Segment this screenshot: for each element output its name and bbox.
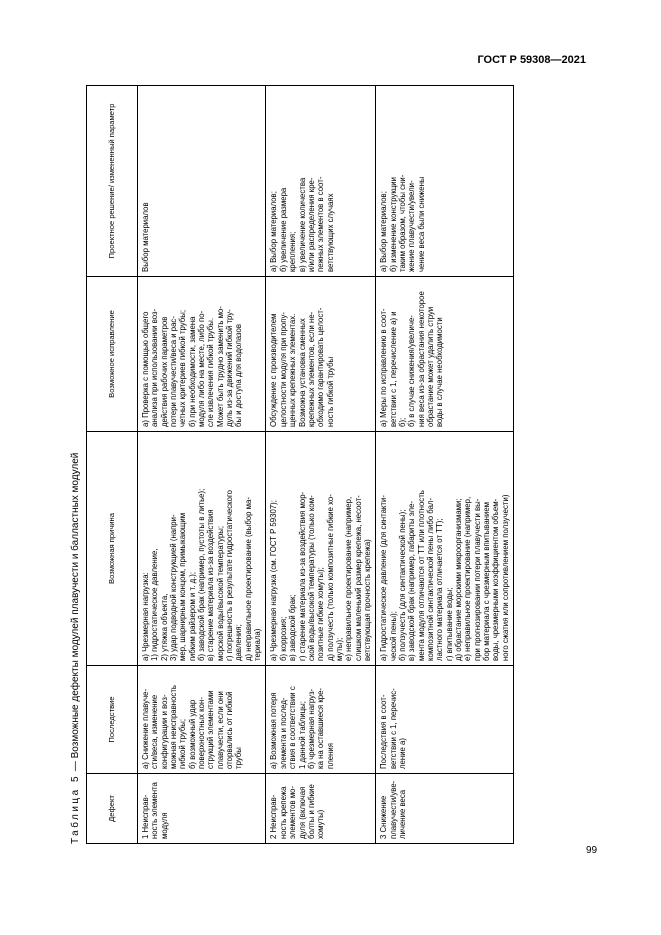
cell-fix: [376, 277, 514, 432]
document-header: ГОСТ Р 59308—2021: [477, 54, 586, 66]
cell-line: в) старение материала из-за воздействия: [206, 509, 216, 661]
cell-line: б) в случае снижения/увеличе-: [407, 315, 417, 427]
cell-line: композитной синтактической пены либо бал-: [425, 497, 435, 661]
cell-line: при прогнозировании потери плавучести вы-: [472, 498, 482, 661]
cell-line: Может быть трудно заменить мо-: [215, 306, 225, 427]
caption-text: — Возможные дефекты модулей плавучести и балластных модулей: [70, 452, 81, 774]
table-row: [138, 86, 266, 844]
cell-design: [266, 86, 376, 277]
cell-line: а) Меры по исправлению в соот-: [379, 308, 389, 427]
cell-cause: [266, 432, 376, 666]
cell-line: элементов мо-: [288, 785, 298, 839]
cell-line: слишком маленький размер крепежа, несоот-: [353, 495, 363, 661]
cell-line: а) Возможная потеря: [269, 692, 279, 769]
cell-line: дуля (включая: [297, 786, 307, 839]
col-header-defect: Дефект: [87, 774, 138, 844]
col-header-consequence: Последствие: [87, 666, 138, 774]
cell-line: муты);: [334, 637, 344, 661]
cell-line: 3 Снижение: [379, 795, 389, 839]
cell-line: оторвались от гибкой: [225, 691, 235, 769]
cell-line: а) Чрезмерная нагрузка (см. ГОСТ Р 59307);: [269, 500, 279, 661]
cell-line: плавучести, если они: [215, 691, 225, 769]
cell-line: бор материала с чрезмерным впитыванием: [482, 501, 492, 661]
cell-line: е) неправильное проектирование (например,: [344, 496, 354, 661]
cell-line: жение плавучести/увели-: [407, 180, 417, 272]
defects-table: [86, 85, 514, 844]
cell-line: б) ползучесть (для синтактической пены);: [397, 509, 407, 661]
cell-line: ствия в соответствии с: [288, 686, 298, 769]
cell-line: ление а): [397, 738, 407, 769]
cell-line: сти/веса, изменение: [150, 694, 160, 769]
cell-fix: [138, 277, 266, 432]
cell-line: б) увеличение размера: [278, 187, 288, 272]
cell-line: Обсуждение с производителем: [269, 313, 279, 427]
cell-line: крепежных элементов, если не-: [306, 311, 316, 427]
cell-design: [138, 86, 266, 277]
cell-line: чение веса были снижены: [416, 176, 426, 272]
cell-line: струкций элементами: [206, 690, 216, 769]
cell-line: и/или распределения кре-: [306, 177, 316, 272]
table-caption: [70, 453, 81, 844]
cell-line: сле извлечения гибкой трубы.: [206, 318, 216, 427]
cell-line: ветствии с 1, перечисление а) и: [388, 311, 398, 427]
cell-line: обрастание может удалить струи: [425, 306, 435, 427]
table-row: [266, 86, 376, 844]
cell-line: мер, шарнирным концом, примыкающим: [178, 512, 188, 661]
cell-line: элемента и послед-: [278, 697, 288, 769]
cell-line: таким образом, чтобы сни-: [397, 174, 407, 272]
cell-line: б) чрезмерная нагруз-: [306, 688, 316, 769]
cell-line: 2 Неисправ-: [269, 794, 279, 839]
cell-line: б) коррозия;: [278, 616, 288, 661]
cell-line: трубы: [234, 747, 244, 769]
page-number: 99: [586, 845, 598, 856]
cell-line: пежных элементов в соот-: [316, 176, 326, 272]
cell-line: воды, чрезмерными коэффициентом объем-: [491, 498, 501, 661]
cell-line: ской воды/высокой температуры (только ком-: [306, 495, 316, 661]
cell-defect: [138, 774, 266, 844]
cell-line: 1) гидростатическое давление,: [150, 548, 160, 661]
cell-line: 3) удар подводной конструкцией (напри-: [169, 514, 179, 661]
cell-line: ность элемента: [150, 782, 160, 839]
cell-line: е) неправильное проектирование (например,: [463, 496, 473, 661]
table-header-row: [87, 86, 138, 844]
cell-line: б) при необходимости, замена: [187, 316, 197, 427]
col-header-cause: Возможная причина: [87, 432, 138, 666]
cell-line: целостности модуля при пропу-: [278, 312, 288, 427]
rotated-table-area: [70, 86, 620, 844]
cell-line: ческой пены);: [388, 611, 398, 661]
cell-line: обходимо гарантировать целост-: [316, 307, 326, 427]
cell-line: а) Выбор материалов;: [269, 191, 279, 272]
cell-line: анализа при использовании воз-: [150, 308, 160, 427]
cell-line: морской воды/высокой температуры;: [215, 525, 225, 661]
cell-line: дуль из-за движений гибкой тру-: [225, 309, 235, 427]
cell-line: в) заводской брак (например, габариты эле-: [407, 500, 417, 661]
cell-line: в) увеличение количества: [297, 177, 307, 272]
cell-line: в) заводской брак;: [288, 594, 298, 661]
cell-line: воды в случае необходимости: [435, 317, 445, 427]
cell-line: ка на оставшиеся кре-: [316, 687, 326, 769]
cell-line: д) ползучесть (только композитные гибкие хо-: [325, 494, 335, 661]
cell-line: а) Проверка с помощью общего: [141, 311, 150, 427]
cell-line: мента модуля отличаются от ТТ или плотность: [416, 490, 426, 661]
cell-line: г) старение материала из-за воздействия мор-: [297, 491, 307, 661]
col-header-design: Проектное решение/ измененный параметр: [87, 86, 138, 277]
cell-line: ластного материала отличается от ТТ);: [435, 518, 445, 661]
cell-line: а) Чрезмерная нагрузка:: [141, 572, 150, 661]
cell-line: хомуты): [316, 809, 326, 839]
cell-line: ветствии с 1, перечис-: [388, 688, 398, 769]
cell-line: б) заводской брак (например, пустоты в литье);: [197, 488, 207, 661]
cell-line: гибким райзером и т. д.);: [187, 571, 197, 661]
cell-defect: [266, 774, 376, 844]
cell-line: ния веса из-за обрастания некоторое: [416, 291, 426, 427]
cell-cause: [138, 432, 266, 666]
col-header-fix: Возможное исправление: [87, 277, 138, 432]
cell-consequence: [266, 666, 376, 774]
cell-line: бы и доступа для водолазов: [234, 323, 244, 427]
cell-line: личение веса: [397, 789, 407, 839]
table-row: [376, 86, 514, 844]
cell-line: конфигурации и воз-: [159, 694, 169, 769]
cell-line: 2) утяжка объекта,: [159, 593, 169, 661]
caption-prefix: Таблица 5: [70, 773, 81, 844]
cell-line: териала): [253, 628, 263, 661]
cell-line: б) изменение конструкции: [388, 176, 398, 272]
cell-line: давления;: [234, 624, 244, 661]
cell-design: [376, 86, 514, 277]
cell-line: болты и гибкие: [306, 784, 316, 839]
cell-consequence: [138, 666, 266, 774]
cell-line: б);: [397, 417, 407, 427]
cell-line: а) Снижение плавуче-: [141, 688, 150, 769]
cell-line: Последствия в соот-: [379, 694, 389, 769]
cell-line: ность крепежа: [278, 786, 288, 839]
cell-line: потери плавучести/веса и рас-: [169, 316, 179, 427]
cell-line: можная неисправность: [169, 685, 179, 769]
cell-line: крепления;: [288, 231, 298, 272]
cell-cause: [376, 432, 514, 666]
cell-line: Выбор материалов: [141, 202, 150, 272]
cell-line: г) погрешность в результате гидростатического: [225, 490, 235, 661]
cell-line: Возможна установка сменных: [297, 318, 307, 427]
cell-line: ного сжатия или сопротивлением ползучести): [500, 494, 510, 661]
cell-line: 1 Неисправ-: [141, 794, 150, 839]
cell-line: плавучести/уве-: [388, 780, 398, 839]
cell-line: действия рабочих параметров: [159, 316, 169, 427]
cell-defect: [376, 774, 514, 844]
cell-line: модуля: [159, 812, 169, 839]
cell-consequence: [376, 666, 514, 774]
cell-fix: [266, 277, 376, 432]
cell-line: щенных крепежных элементах.: [288, 313, 298, 427]
cell-line: д) обрастание морскими микроорганизмами;: [454, 498, 463, 661]
cell-line: ветствующих случаях: [325, 193, 335, 272]
cell-line: а) Гидростатическое давление (для синтакти-: [379, 495, 389, 661]
cell-line: ность гибкой трубы: [325, 356, 335, 427]
cell-line: поверхностных кон-: [197, 697, 207, 769]
cell-line: гибкой трубы;: [178, 718, 188, 769]
cell-line: пления: [325, 743, 335, 769]
cell-line: б) возможный удар: [187, 699, 197, 769]
cell-line: ветствующая прочность крепежа): [362, 539, 372, 661]
cell-line: четных критериев гибкой трубы;: [178, 309, 188, 427]
cell-line: д) неправильное проектирование (выбор ма-: [243, 497, 253, 661]
cell-line: г) впитывание воды;: [444, 587, 454, 661]
cell-line: 1 данной таблицы;: [297, 701, 307, 769]
cell-line: а) Выбор материалов;: [379, 191, 389, 272]
cell-line: позитные гибкие хомуты);: [316, 567, 326, 661]
cell-line: модуля либо на месте, либо по-: [197, 310, 207, 427]
